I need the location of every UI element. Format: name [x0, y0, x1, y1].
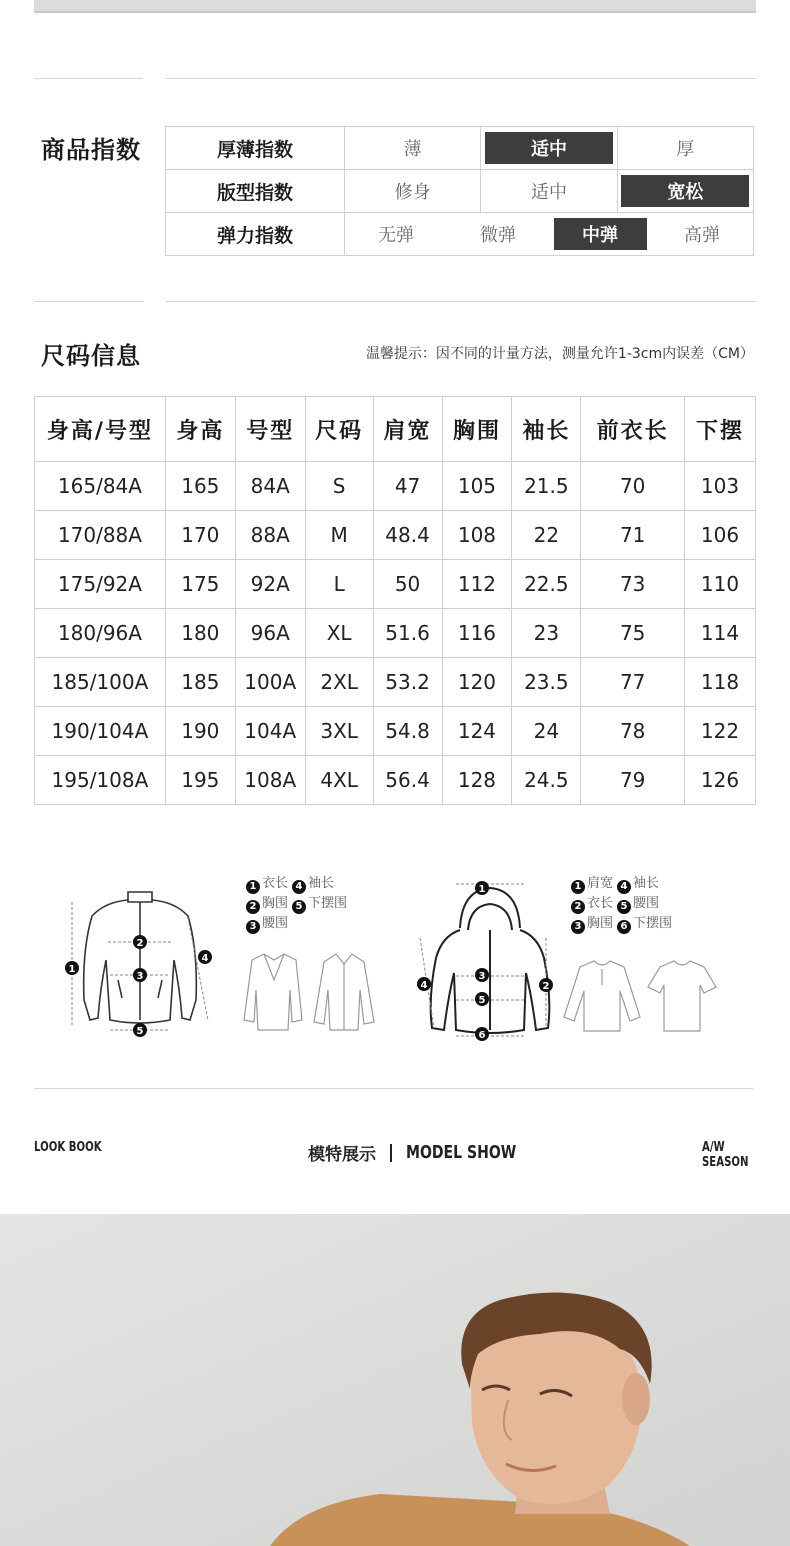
- index-options: [345, 213, 754, 256]
- table-cell: 185: [165, 658, 235, 707]
- index-row-label: 版型指数: [166, 170, 345, 213]
- number-badge-icon: 4: [292, 880, 306, 894]
- table-row: [35, 462, 756, 511]
- svg-text:2: 2: [542, 981, 550, 992]
- model-show-cn: 模特展示: [308, 1145, 376, 1165]
- separator-right: [166, 301, 756, 302]
- legend-item: [617, 896, 659, 911]
- table-cell: 104A: [235, 707, 305, 756]
- number-badge-icon: 5: [292, 900, 306, 914]
- legend-label: 腰围: [262, 916, 289, 931]
- index-options: [345, 127, 754, 170]
- table-cell: 2XL: [305, 658, 373, 707]
- model-illustration: [0, 1214, 790, 1546]
- index-row-label: 厚薄指数: [166, 127, 345, 170]
- index-option-label: 适中: [530, 182, 567, 203]
- legend-item: [617, 916, 672, 931]
- table-cell: 103: [685, 462, 756, 511]
- svg-text:5: 5: [478, 995, 486, 1006]
- table-cell: 77: [581, 658, 685, 707]
- legend-label: 袖长: [308, 876, 335, 891]
- number-badge-icon: 1: [246, 880, 260, 894]
- table-cell: 118: [685, 658, 756, 707]
- table-cell: 165: [165, 462, 235, 511]
- table-cell: 3XL: [305, 707, 373, 756]
- table-cell: 112: [442, 560, 512, 609]
- index-row-label: 弹力指数: [166, 213, 345, 256]
- legend-item: [292, 876, 334, 891]
- table-cell: 114: [685, 609, 756, 658]
- svg-text:4: 4: [201, 953, 209, 964]
- index-option: [617, 127, 753, 169]
- tee-thumbnails: [562, 955, 722, 1035]
- index-option: [651, 213, 753, 255]
- size-table-header: 袖长: [512, 397, 581, 462]
- legend-label: 袖长: [633, 876, 660, 891]
- index-option-label: 修身: [394, 182, 431, 203]
- legend-item: [246, 896, 288, 911]
- separator-right: [166, 78, 756, 79]
- table-cell: 78: [581, 707, 685, 756]
- table-cell: 190: [165, 707, 235, 756]
- legend-label: 肩宽: [587, 876, 614, 891]
- svg-text:1: 1: [478, 884, 486, 895]
- legend-label: 胸围: [262, 896, 289, 911]
- separator-left: [34, 301, 143, 302]
- number-badge-icon: 4: [617, 880, 631, 894]
- table-cell: S: [305, 462, 373, 511]
- svg-text:5: 5: [136, 1026, 144, 1037]
- hoodie-legend: [571, 874, 701, 934]
- table-cell: 108A: [235, 756, 305, 805]
- table-cell: 175/92A: [35, 560, 166, 609]
- table-cell: 185/100A: [35, 658, 166, 707]
- table-cell: 56.4: [373, 756, 442, 805]
- table-cell: XL: [305, 609, 373, 658]
- index-option: [480, 170, 616, 212]
- table-cell: 122: [685, 707, 756, 756]
- svg-text:3: 3: [136, 971, 144, 982]
- separator-left: [34, 78, 143, 79]
- legend-item: [571, 896, 613, 911]
- table-cell: 108: [442, 511, 512, 560]
- table-row: [35, 511, 756, 560]
- legend-item: [292, 896, 347, 911]
- table-cell: 195: [165, 756, 235, 805]
- legend-label: 下摆围: [308, 896, 348, 911]
- table-cell: 22: [512, 511, 581, 560]
- svg-text:2: 2: [136, 938, 144, 949]
- legend-label: 衣长: [262, 876, 289, 891]
- index-option-label: 薄: [403, 139, 422, 160]
- index-option-label: 适中: [485, 132, 613, 164]
- svg-text:1: 1: [68, 964, 76, 975]
- table-cell: 110: [685, 560, 756, 609]
- blazer-thumbnails: [234, 950, 384, 1035]
- size-table-header: 号型: [235, 397, 305, 462]
- table-cell: 47: [373, 462, 442, 511]
- separator-full: [34, 1088, 753, 1089]
- index-option: [345, 213, 447, 255]
- table-cell: 48.4: [373, 511, 442, 560]
- table-cell: 124: [442, 707, 512, 756]
- table-cell: 53.2: [373, 658, 442, 707]
- index-option-label: 高弹: [684, 225, 720, 246]
- table-cell: 75: [581, 609, 685, 658]
- index-option-label: 宽松: [621, 175, 749, 207]
- lookbook-label: LOOK BOOK: [34, 1140, 102, 1155]
- index-option-label: 中弹: [554, 218, 647, 250]
- table-cell: 116: [442, 609, 512, 658]
- legend-item: [246, 876, 288, 891]
- legend-label: 腰围: [633, 896, 660, 911]
- size-table-header: 尺码: [305, 397, 373, 462]
- legend-label: 衣长: [587, 896, 614, 911]
- index-option: [345, 170, 480, 212]
- table-cell: 54.8: [373, 707, 442, 756]
- top-strip: [34, 0, 756, 13]
- divider-bar: [390, 1144, 392, 1162]
- size-table-header: 肩宽: [373, 397, 442, 462]
- index-row: [166, 170, 754, 213]
- table-cell: 73: [581, 560, 685, 609]
- legend-label: 下摆围: [633, 916, 673, 931]
- index-option: [447, 213, 549, 255]
- size-table-header: 身高: [165, 397, 235, 462]
- table-cell: 180: [165, 609, 235, 658]
- legend-label: 胸围: [587, 916, 614, 931]
- number-badge-icon: 3: [571, 920, 585, 934]
- table-cell: 23: [512, 609, 581, 658]
- table-cell: 22.5: [512, 560, 581, 609]
- table-cell: L: [305, 560, 373, 609]
- index-row: [166, 127, 754, 170]
- size-section-title: 尺码信息: [41, 342, 141, 370]
- index-option-selected: [480, 127, 616, 169]
- number-badge-icon: 6: [617, 920, 631, 934]
- size-table-header: 胸围: [442, 397, 512, 462]
- number-badge-icon: 2: [571, 900, 585, 914]
- table-cell: 88A: [235, 511, 305, 560]
- model-show-en: MODEL SHOW: [406, 1142, 517, 1163]
- hoodie-measure-diagram: [410, 878, 570, 1043]
- jacket-measure-diagram: [60, 880, 220, 1045]
- index-option-label: 厚: [676, 139, 695, 160]
- table-cell: 21.5: [512, 462, 581, 511]
- table-cell: 50: [373, 560, 442, 609]
- index-section-title: 商品指数: [41, 136, 141, 164]
- table-cell: 126: [685, 756, 756, 805]
- number-badge-icon: 3: [246, 920, 260, 934]
- legend-item: [246, 916, 288, 931]
- table-cell: 175: [165, 560, 235, 609]
- table-cell: 106: [685, 511, 756, 560]
- index-option: [345, 127, 480, 169]
- size-table-header: 下摆: [685, 397, 756, 462]
- size-table-header: 前衣长: [581, 397, 685, 462]
- legend-item: [571, 916, 613, 931]
- measurement-tip: 温馨提示：因不同的计量方法，测量允许1-3cm内误差（CM）: [365, 346, 754, 362]
- table-cell: 70: [581, 462, 685, 511]
- table-cell: M: [305, 511, 373, 560]
- table-cell: 105: [442, 462, 512, 511]
- svg-text:3: 3: [478, 971, 486, 982]
- table-row: [35, 560, 756, 609]
- index-options: [345, 170, 754, 213]
- table-cell: 195/108A: [35, 756, 166, 805]
- number-badge-icon: 5: [617, 900, 631, 914]
- svg-text:6: 6: [478, 1030, 486, 1041]
- table-cell: 96A: [235, 609, 305, 658]
- model-show-heading: [308, 1140, 547, 1165]
- model-photo: [0, 1214, 790, 1546]
- table-cell: 190/104A: [35, 707, 166, 756]
- size-table-header: 身高/号型: [35, 397, 166, 462]
- table-cell: 120: [442, 658, 512, 707]
- jacket-legend: [246, 874, 376, 934]
- table-cell: 24: [512, 707, 581, 756]
- table-cell: 79: [581, 756, 685, 805]
- index-option-selected: [617, 170, 753, 212]
- table-cell: 128: [442, 756, 512, 805]
- table-row: [35, 707, 756, 756]
- legend-item: [617, 876, 659, 891]
- table-cell: 84A: [235, 462, 305, 511]
- table-cell: 71: [581, 511, 685, 560]
- legend-item: [571, 876, 613, 891]
- table-cell: 24.5: [512, 756, 581, 805]
- table-row: [35, 609, 756, 658]
- index-option-label: 微弹: [480, 225, 516, 246]
- table-cell: 51.6: [373, 609, 442, 658]
- table-cell: 100A: [235, 658, 305, 707]
- table-cell: 23.5: [512, 658, 581, 707]
- index-option-selected: [549, 213, 651, 255]
- number-badge-icon: 1: [571, 880, 585, 894]
- table-cell: 170/88A: [35, 511, 166, 560]
- table-cell: 4XL: [305, 756, 373, 805]
- index-option-label: 无弹: [378, 225, 414, 246]
- table-cell: 92A: [235, 560, 305, 609]
- table-row: [35, 756, 756, 805]
- table-cell: 180/96A: [35, 609, 166, 658]
- svg-text:4: 4: [420, 980, 428, 991]
- table-cell: 170: [165, 511, 235, 560]
- product-index-table: [165, 126, 754, 256]
- season-label: A/W SEASON: [702, 1140, 749, 1170]
- index-row: [166, 213, 754, 256]
- size-table: [34, 396, 756, 805]
- table-cell: 165/84A: [35, 462, 166, 511]
- table-row: [35, 658, 756, 707]
- number-badge-icon: 2: [246, 900, 260, 914]
